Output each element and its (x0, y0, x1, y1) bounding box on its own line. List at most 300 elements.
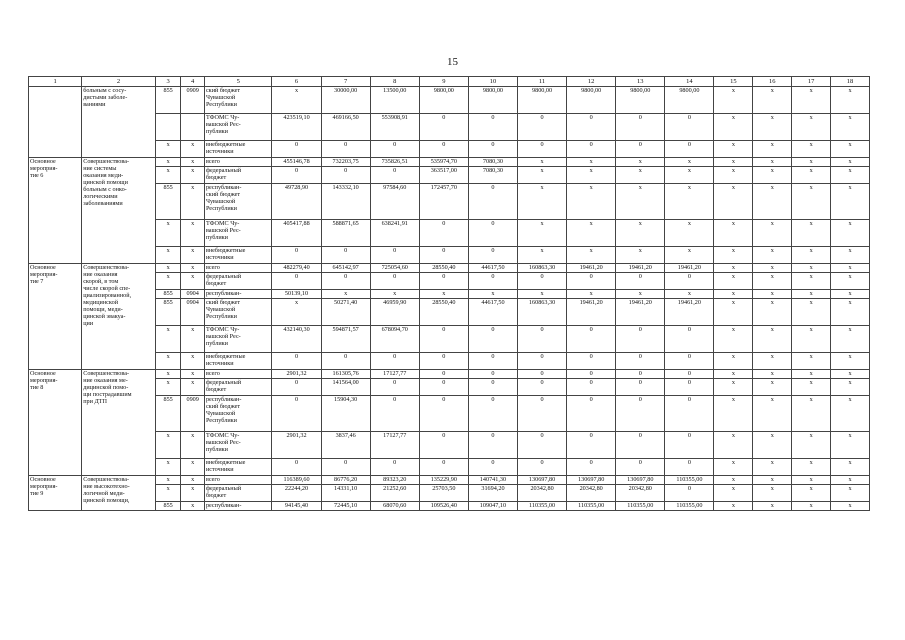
value-cell: x (567, 220, 616, 247)
value-cell: 0 (518, 432, 567, 459)
rzpr-cell: x (181, 247, 205, 264)
table-row (29, 158, 870, 167)
funding-source-cell: внебюджетные источники (204, 459, 272, 476)
rzpr-cell: x (181, 353, 205, 370)
table-row (29, 184, 870, 220)
rzpr-cell: x (181, 141, 205, 158)
grbs-cell: x (155, 167, 181, 184)
funding-source-cell: республикан- ский бюджет Чувашской Республики (204, 184, 272, 220)
value-cell: x (753, 353, 792, 370)
value-cell: x (567, 167, 616, 184)
rzpr-cell: x (181, 167, 205, 184)
grbs-cell: x (155, 326, 181, 353)
value-cell: 0 (370, 167, 419, 184)
value-cell: x (518, 184, 567, 220)
value-cell: 0 (518, 370, 567, 379)
value-cell: 25703,50 (419, 485, 468, 502)
value-cell: 0 (616, 459, 665, 476)
rzpr-cell (181, 114, 205, 141)
value-cell: x (272, 87, 321, 114)
value-cell: x (792, 396, 831, 432)
value-cell: 17127,77 (370, 432, 419, 459)
value-cell: 0 (616, 432, 665, 459)
value-cell: x (753, 502, 792, 511)
funding-source-cell: республикан- (204, 290, 272, 299)
table-row (29, 87, 870, 114)
value-cell: x (831, 476, 870, 485)
value-cell: x (753, 432, 792, 459)
value-cell: x (792, 432, 831, 459)
funding-source-cell: ТФОМС Чу- вашской Рес- публики (204, 220, 272, 247)
value-cell: x (567, 158, 616, 167)
value-cell: 645142,97 (321, 264, 370, 273)
value-cell: x (792, 459, 831, 476)
event-description-cell: Совершенствова- ние системы оказания меди- цинской помощи больным с онко- логическими заболеваниями (82, 158, 156, 264)
value-cell: 0 (567, 459, 616, 476)
value-cell: 160863,30 (518, 264, 567, 273)
value-cell: 594871,57 (321, 326, 370, 353)
funding-source-cell: всего (204, 158, 272, 167)
rzpr-cell: x (181, 326, 205, 353)
value-cell: x (714, 290, 753, 299)
value-cell: 20342,80 (567, 485, 616, 502)
value-cell: 0 (665, 326, 714, 353)
value-cell: 0 (616, 370, 665, 379)
value-cell: 9800,00 (468, 87, 517, 114)
value-cell: x (753, 87, 792, 114)
value-cell: 0 (616, 396, 665, 432)
value-cell: 28550,40 (419, 264, 468, 273)
value-cell: 0 (419, 379, 468, 396)
rzpr-cell: x (181, 459, 205, 476)
value-cell: 44617,50 (468, 264, 517, 273)
grbs-cell: x (155, 247, 181, 264)
column-header: 6 (272, 77, 321, 87)
value-cell: x (665, 220, 714, 247)
value-cell: 9800,00 (567, 87, 616, 114)
value-cell: x (370, 290, 419, 299)
value-cell: x (831, 158, 870, 167)
value-cell: 0 (468, 379, 517, 396)
value-cell: x (792, 167, 831, 184)
value-cell: x (714, 273, 753, 290)
value-cell: 0 (419, 353, 468, 370)
value-cell: 725054,60 (370, 264, 419, 273)
grbs-cell: 855 (155, 396, 181, 432)
value-cell: 0 (665, 459, 714, 476)
column-header: 11 (518, 77, 567, 87)
value-cell: x (831, 432, 870, 459)
value-cell: 0 (468, 370, 517, 379)
value-cell: 0 (468, 459, 517, 476)
value-cell: x (714, 141, 753, 158)
value-cell: 0 (616, 353, 665, 370)
value-cell: 0 (518, 141, 567, 158)
value-cell: 0 (272, 247, 321, 264)
grbs-cell: x (155, 273, 181, 290)
table-row (29, 459, 870, 476)
value-cell: x (714, 326, 753, 353)
value-cell: 94145,40 (272, 502, 321, 511)
value-cell: 130697,80 (616, 476, 665, 485)
funding-source-cell: ТФОМС Чу- вашской Рес- публики (204, 114, 272, 141)
value-cell: 0 (321, 141, 370, 158)
value-cell: 0 (665, 396, 714, 432)
column-header: 10 (468, 77, 517, 87)
value-cell: x (616, 290, 665, 299)
value-cell: x (831, 290, 870, 299)
value-cell: x (272, 299, 321, 326)
value-cell: x (831, 273, 870, 290)
funding-source-cell: федеральный бюджет (204, 485, 272, 502)
value-cell: x (831, 184, 870, 220)
value-cell: 735826,51 (370, 158, 419, 167)
value-cell: 0 (567, 432, 616, 459)
value-cell: x (714, 353, 753, 370)
value-cell: x (468, 290, 517, 299)
grbs-cell: x (155, 476, 181, 485)
rzpr-cell: x (181, 158, 205, 167)
value-cell: 0 (616, 379, 665, 396)
value-cell: 0 (567, 273, 616, 290)
value-cell: 17127,77 (370, 370, 419, 379)
value-cell: 19461,20 (616, 264, 665, 273)
value-cell: 44617,50 (468, 299, 517, 326)
grbs-cell: x (155, 432, 181, 459)
funding-source-cell: федеральный бюджет (204, 379, 272, 396)
value-cell: 0 (272, 459, 321, 476)
rzpr-cell: 0909 (181, 396, 205, 432)
value-cell: x (665, 184, 714, 220)
value-cell: x (753, 158, 792, 167)
column-header: 5 (204, 77, 272, 87)
value-cell: x (714, 459, 753, 476)
funding-source-cell: ТФОМС Чу- вашской Рес- публики (204, 432, 272, 459)
funding-source-cell: федеральный бюджет (204, 167, 272, 184)
value-cell: 0 (665, 370, 714, 379)
value-cell: x (616, 247, 665, 264)
value-cell: 2901,32 (272, 370, 321, 379)
value-cell: 0 (567, 353, 616, 370)
value-cell: 0 (665, 273, 714, 290)
value-cell: 130697,80 (567, 476, 616, 485)
funding-source-cell: ский бюджет Чувашской Республики (204, 299, 272, 326)
value-cell: 0 (370, 353, 419, 370)
value-cell: 22244,20 (272, 485, 321, 502)
grbs-cell: 855 (155, 290, 181, 299)
value-cell: 172457,70 (419, 184, 468, 220)
grbs-cell: x (155, 158, 181, 167)
event-name-cell: Основное мероприя- тие 9 (29, 476, 82, 511)
event-name-cell: Основное мероприя- тие 7 (29, 264, 82, 370)
value-cell: x (714, 264, 753, 273)
value-cell: x (753, 370, 792, 379)
value-cell: 0 (468, 326, 517, 353)
value-cell: 0 (370, 141, 419, 158)
value-cell: 0 (518, 114, 567, 141)
value-cell: 0 (321, 353, 370, 370)
value-cell: 0 (665, 114, 714, 141)
value-cell: 0 (321, 247, 370, 264)
value-cell: 19461,20 (567, 299, 616, 326)
grbs-cell (155, 114, 181, 141)
value-cell: x (616, 158, 665, 167)
table-row (29, 264, 870, 273)
funding-source-cell: республикан- (204, 502, 272, 511)
value-cell: x (753, 326, 792, 353)
value-cell: x (831, 114, 870, 141)
table-row (29, 299, 870, 326)
value-cell: x (321, 290, 370, 299)
value-cell: x (518, 158, 567, 167)
value-cell: x (753, 264, 792, 273)
value-cell: x (753, 247, 792, 264)
column-header: 7 (321, 77, 370, 87)
header-row (29, 77, 870, 87)
value-cell: x (831, 396, 870, 432)
value-cell: x (616, 184, 665, 220)
value-cell: 0 (272, 379, 321, 396)
grbs-cell: 855 (155, 87, 181, 114)
value-cell: x (831, 141, 870, 158)
value-cell: 0 (665, 141, 714, 158)
value-cell: x (831, 87, 870, 114)
column-header: 8 (370, 77, 419, 87)
value-cell: x (616, 220, 665, 247)
value-cell: x (792, 158, 831, 167)
value-cell: x (753, 290, 792, 299)
value-cell: x (792, 141, 831, 158)
value-cell: x (831, 167, 870, 184)
value-cell: 0 (665, 432, 714, 459)
value-cell: 0 (616, 141, 665, 158)
value-cell: x (792, 264, 831, 273)
value-cell: 0 (419, 370, 468, 379)
budget-table (28, 76, 870, 511)
value-cell: 553908,91 (370, 114, 419, 141)
value-cell: x (753, 167, 792, 184)
value-cell: 0 (468, 273, 517, 290)
value-cell: 678094,70 (370, 326, 419, 353)
value-cell: x (714, 87, 753, 114)
value-cell: x (792, 247, 831, 264)
value-cell: x (792, 87, 831, 114)
value-cell: 30000,00 (321, 87, 370, 114)
value-cell: x (792, 476, 831, 485)
value-cell: 50271,40 (321, 299, 370, 326)
value-cell: x (753, 273, 792, 290)
value-cell: 0 (567, 396, 616, 432)
value-cell: 72445,10 (321, 502, 370, 511)
value-cell: 0 (419, 459, 468, 476)
value-cell: 19461,20 (567, 264, 616, 273)
column-header: 18 (831, 77, 870, 87)
value-cell: x (831, 353, 870, 370)
value-cell: x (831, 370, 870, 379)
column-header: 9 (419, 77, 468, 87)
table-row (29, 379, 870, 396)
value-cell: 135229,90 (419, 476, 468, 485)
value-cell: x (665, 167, 714, 184)
value-cell: 9800,00 (518, 87, 567, 114)
column-header: 13 (616, 77, 665, 87)
value-cell: 0 (272, 141, 321, 158)
funding-source-cell: федеральный бюджет (204, 273, 272, 290)
value-cell: 0 (468, 432, 517, 459)
value-cell: 0 (468, 220, 517, 247)
value-cell: 13500,00 (370, 87, 419, 114)
value-cell: 9800,00 (616, 87, 665, 114)
grbs-cell: 855 (155, 184, 181, 220)
value-cell: x (792, 502, 831, 511)
value-cell: x (792, 485, 831, 502)
value-cell: x (714, 379, 753, 396)
value-cell: 0 (518, 396, 567, 432)
value-cell: x (792, 379, 831, 396)
value-cell: x (665, 290, 714, 299)
value-cell: 0 (567, 326, 616, 353)
value-cell: x (665, 247, 714, 264)
value-cell: 732203,75 (321, 158, 370, 167)
column-header: 15 (714, 77, 753, 87)
rzpr-cell: x (181, 476, 205, 485)
grbs-cell: x (155, 220, 181, 247)
rzpr-cell: x (181, 264, 205, 273)
value-cell: 0 (419, 141, 468, 158)
value-cell: 0 (321, 167, 370, 184)
value-cell: 161305,76 (321, 370, 370, 379)
value-cell: 110355,00 (665, 502, 714, 511)
value-cell: 9800,00 (419, 87, 468, 114)
value-cell: 50139,10 (272, 290, 321, 299)
value-cell: 482279,40 (272, 264, 321, 273)
event-name-cell: Основное мероприя- тие 8 (29, 370, 82, 476)
event-name-cell (29, 87, 82, 158)
grbs-cell: 855 (155, 502, 181, 511)
value-cell: 0 (567, 114, 616, 141)
value-cell: x (714, 370, 753, 379)
rzpr-cell: 0904 (181, 299, 205, 326)
value-cell: 116389,60 (272, 476, 321, 485)
rzpr-cell: x (181, 273, 205, 290)
value-cell: 0 (468, 114, 517, 141)
column-header: 2 (82, 77, 156, 87)
grbs-cell: x (155, 370, 181, 379)
rzpr-cell: x (181, 502, 205, 511)
funding-source-cell: ТФОМС Чу- вашской Рес- публики (204, 326, 272, 353)
value-cell: 0 (665, 353, 714, 370)
grbs-cell: x (155, 379, 181, 396)
value-cell: x (665, 158, 714, 167)
value-cell: 68070,60 (370, 502, 419, 511)
value-cell: x (518, 290, 567, 299)
value-cell: 0 (272, 167, 321, 184)
grbs-cell: x (155, 264, 181, 273)
value-cell: 0 (468, 141, 517, 158)
value-cell: x (792, 184, 831, 220)
value-cell: 0 (518, 379, 567, 396)
value-cell: x (714, 396, 753, 432)
table-row (29, 273, 870, 290)
table-row (29, 396, 870, 432)
value-cell: 28550,40 (419, 299, 468, 326)
value-cell: x (714, 476, 753, 485)
value-cell: 86776,20 (321, 476, 370, 485)
value-cell: x (753, 379, 792, 396)
value-cell: 109526,40 (419, 502, 468, 511)
table-row (29, 247, 870, 264)
table-row (29, 370, 870, 379)
value-cell: 0 (518, 273, 567, 290)
value-cell: x (792, 273, 831, 290)
funding-source-cell: внебюджетные источники (204, 353, 272, 370)
value-cell: x (518, 247, 567, 264)
value-cell: x (792, 299, 831, 326)
value-cell: 0 (272, 353, 321, 370)
page-number: 15 (447, 56, 458, 68)
value-cell: 0 (419, 326, 468, 353)
rzpr-cell: x (181, 220, 205, 247)
funding-source-cell: всего (204, 264, 272, 273)
value-cell: x (753, 459, 792, 476)
value-cell: x (831, 220, 870, 247)
value-cell: 141564,00 (321, 379, 370, 396)
value-cell: x (714, 158, 753, 167)
column-header: 14 (665, 77, 714, 87)
table-row (29, 141, 870, 158)
value-cell: 143332,10 (321, 184, 370, 220)
value-cell: 0 (272, 273, 321, 290)
rzpr-cell: x (181, 184, 205, 220)
rzpr-cell: x (181, 432, 205, 459)
column-header: 3 (155, 77, 181, 87)
table-row (29, 485, 870, 502)
value-cell: 0 (468, 184, 517, 220)
value-cell: 0 (419, 114, 468, 141)
table-row (29, 167, 870, 184)
value-cell: 363517,00 (419, 167, 468, 184)
value-cell: 7080,30 (468, 167, 517, 184)
value-cell: 9800,00 (665, 87, 714, 114)
value-cell: x (753, 220, 792, 247)
funding-source-cell: внебюджетные источники (204, 247, 272, 264)
rzpr-cell: x (181, 485, 205, 502)
value-cell: x (831, 264, 870, 273)
value-cell: 0 (370, 247, 419, 264)
funding-source-cell: республикан- ский бюджет Чувашской Республики (204, 396, 272, 432)
value-cell: 109047,10 (468, 502, 517, 511)
value-cell: 0 (665, 485, 714, 502)
event-description-cell: Совершенствова- ние высокотехно- логичной меди- цинской помощи, (82, 476, 156, 511)
value-cell: x (831, 485, 870, 502)
value-cell: 0 (616, 273, 665, 290)
value-cell: x (419, 290, 468, 299)
value-cell: x (714, 167, 753, 184)
value-cell: x (792, 290, 831, 299)
value-cell: 0 (567, 379, 616, 396)
value-cell: 46959,90 (370, 299, 419, 326)
value-cell: x (792, 370, 831, 379)
event-description-cell: Совершенствова- ние оказания скорой, в том числе скорой спе- циализированной, медицинской помощи, меди- цинской эвакуа- ции (82, 264, 156, 370)
value-cell: x (714, 299, 753, 326)
value-cell: 160863,30 (518, 299, 567, 326)
value-cell: x (753, 299, 792, 326)
value-cell: x (753, 184, 792, 220)
table-row (29, 432, 870, 459)
value-cell: x (714, 485, 753, 502)
value-cell: 19461,20 (665, 264, 714, 273)
rzpr-cell: 0904 (181, 290, 205, 299)
